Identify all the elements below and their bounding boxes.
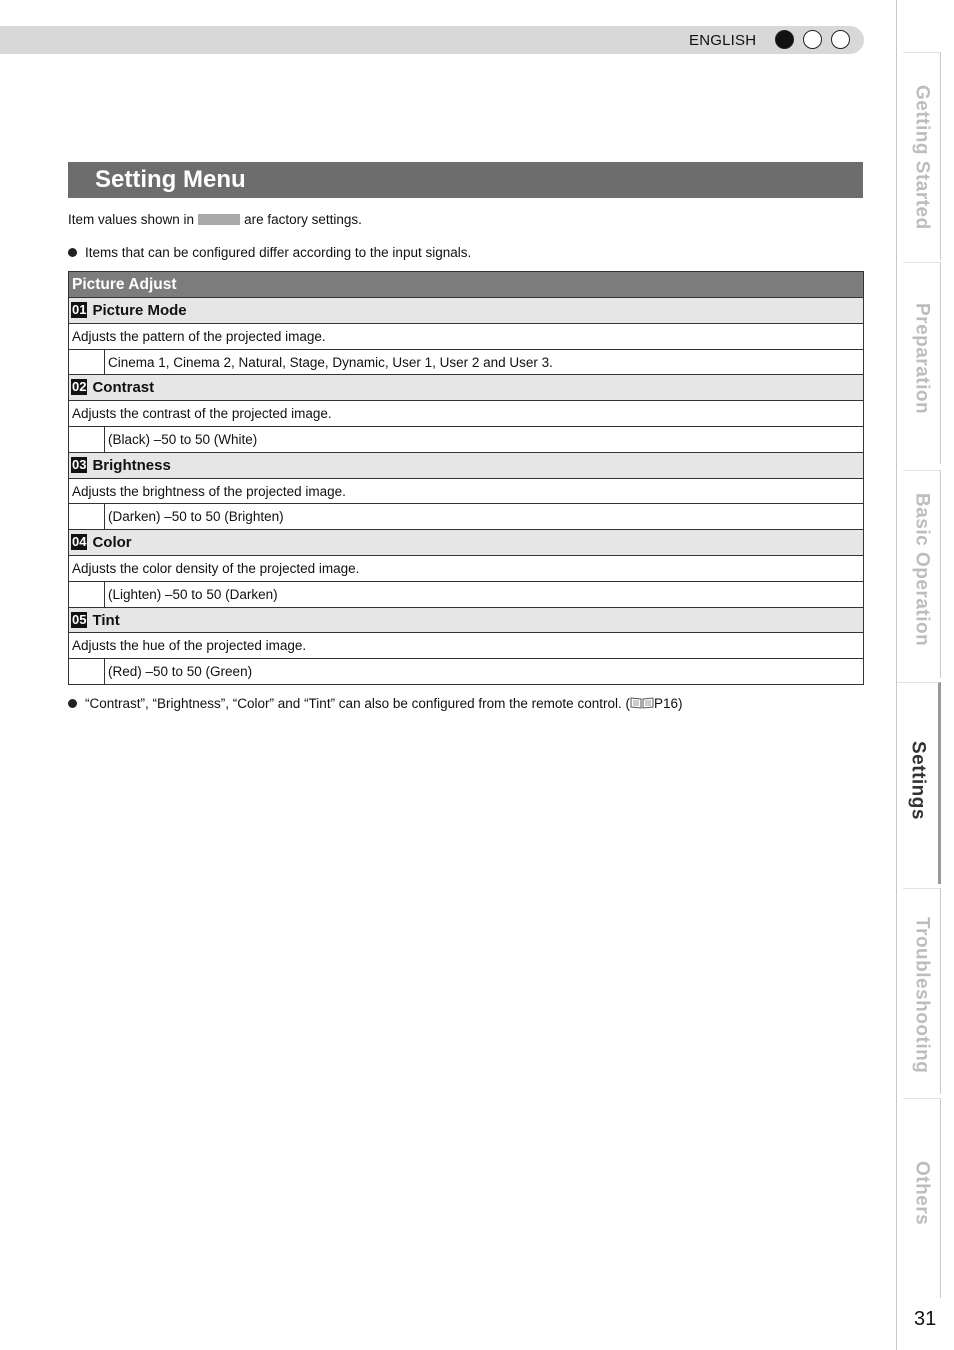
- item-number: 02: [72, 379, 87, 395]
- section-header: [69, 272, 863, 297]
- settings-table: [68, 271, 864, 685]
- item-number: 04: [72, 534, 87, 550]
- remote-note-close: ): [678, 696, 683, 711]
- input-signals-text: Items that can be configured differ according to the input signals.: [85, 245, 472, 260]
- chapter-tabs: [896, 0, 954, 1350]
- item-number: 05: [72, 611, 87, 627]
- value-blank-cell: [69, 659, 105, 684]
- tab-label: Getting Started: [911, 85, 933, 230]
- item-value-row: [69, 503, 863, 529]
- item-value-row: [69, 658, 863, 684]
- language-dot-1: [775, 30, 794, 49]
- item-number: 03: [72, 456, 87, 472]
- tab-label: Others: [911, 1161, 933, 1226]
- item-name: Tint: [92, 611, 120, 629]
- item-value-row: [69, 581, 863, 607]
- item-value-row: [69, 349, 863, 375]
- factory-setting-swatch: [198, 214, 240, 225]
- factory-note-prefix: Item values shown in: [68, 212, 195, 227]
- item-description: Adjusts the contrast of the projected image.: [69, 400, 863, 426]
- item-value: (Black) –50 to 50 (White): [108, 431, 258, 447]
- item-description: Adjusts the pattern of the projected image.: [69, 323, 863, 349]
- section-title: Picture Adjust: [72, 276, 177, 293]
- item-value: Cinema 1, Cinema 2, Natural, Stage, Dynamic, User 1, User 2 and User 3.: [108, 354, 553, 370]
- item-value-row: [69, 426, 863, 452]
- language-label: ENGLISH: [689, 32, 757, 49]
- tab-preparation[interactable]: [903, 262, 941, 464]
- tab-others[interactable]: [903, 1098, 941, 1298]
- item-row-contrast: [69, 374, 863, 400]
- item-description: Adjusts the hue of the projected image.: [69, 632, 863, 658]
- page-title: Setting Menu: [95, 166, 246, 193]
- tab-troubleshooting[interactable]: [903, 888, 941, 1094]
- item-description: Adjusts the color density of the projected image.: [69, 555, 863, 581]
- item-name: Contrast: [92, 379, 155, 397]
- item-row-picture-mode: [69, 297, 863, 323]
- book-reference-icon: [630, 697, 654, 709]
- value-blank-cell: [69, 504, 105, 529]
- item-name: Color: [92, 534, 132, 552]
- page-number: 31: [914, 1308, 937, 1330]
- tab-label: Settings: [907, 741, 929, 820]
- tab-getting-started[interactable]: [903, 52, 941, 260]
- remote-control-note: [68, 696, 683, 711]
- tab-basic-operation[interactable]: [903, 470, 941, 678]
- value-blank-cell: [69, 427, 105, 452]
- bullet-icon: [68, 248, 77, 257]
- item-number: 01: [72, 302, 87, 317]
- language-dot-2: [803, 30, 822, 49]
- factory-note-suffix: are factory settings.: [244, 212, 362, 227]
- bullet-icon: [68, 699, 77, 708]
- item-description: Adjusts the brightness of the projected image.: [69, 478, 863, 504]
- item-name: Brightness: [92, 456, 171, 474]
- item-value: (Red) –50 to 50 (Green): [108, 664, 253, 680]
- value-blank-cell: [69, 582, 105, 607]
- tab-label: Basic Operation: [911, 493, 933, 647]
- remote-note-text: “Contrast”, “Brightness”, “Color” and “Tint” can also be configured from the remote control. (: [85, 696, 630, 711]
- tab-label: Preparation: [911, 303, 933, 415]
- item-value: (Darken) –50 to 50 (Brighten): [108, 509, 284, 525]
- factory-settings-note: [68, 212, 362, 227]
- input-signals-note: [68, 245, 471, 260]
- page-reference-link[interactable]: P16: [653, 696, 678, 711]
- item-row-tint: [69, 607, 863, 633]
- tab-label: Troubleshooting: [911, 917, 933, 1074]
- item-name: Picture Mode: [92, 302, 187, 319]
- item-row-color: [69, 529, 863, 555]
- value-blank-cell: [69, 350, 105, 375]
- language-dot-3: [831, 30, 850, 49]
- tab-settings[interactable]: [897, 682, 941, 884]
- item-value: (Lighten) –50 to 50 (Darken): [108, 586, 278, 602]
- item-row-brightness: [69, 452, 863, 478]
- title-bar: [68, 162, 863, 198]
